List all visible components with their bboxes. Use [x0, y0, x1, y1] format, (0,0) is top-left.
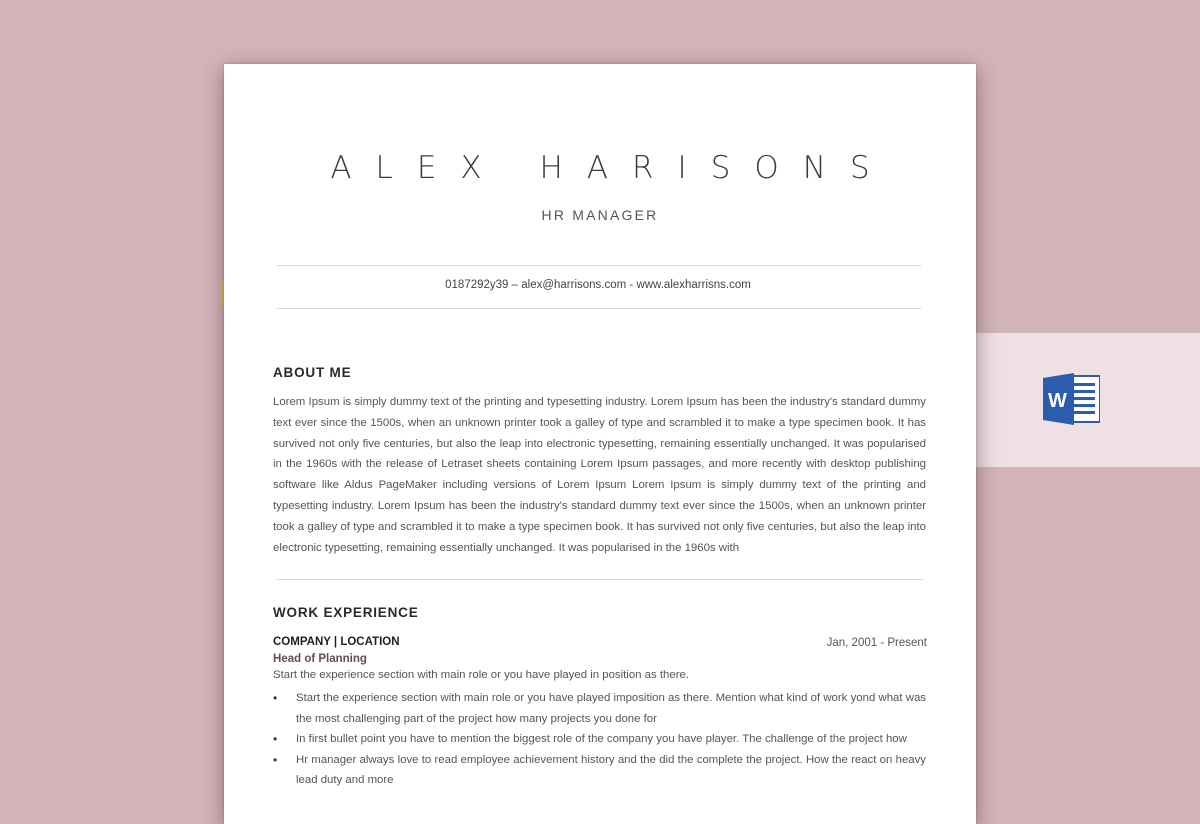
bullet-dot: • [273, 752, 278, 767]
about-text: Lorem Ipsum is simply dummy text of the printing and typesetting industry. Lorem Ipsum has been the industry's standard dummy text ever since the 1500s, when an unknown printer took a galley of type and scrambled it to make a type specimen book. It has survived not only five centuries, but also the leap into electronic typesetting, remaining essentially unchanged. It was popularised in the 1960s with the release of Letraset sheets containing Lorem Ipsum passages, and more recently with desktop publishing software like Aldus PageMaker including versions of Lorem Ipsum Lorem Ipsum is simply dummy text of the printing and typesetting industry. Lorem Ipsum has been the industry's standard dummy text ever since the 1500s, when an unknown printer took a galley of type and scrambled it to make a type specimen book. It has survived not only five centuries, but also the leap into electronic typesetting, remaining essentially unchanged. It was popularised in the 1960s with [273, 396, 926, 554]
about-heading: ABOUT ME [273, 365, 352, 380]
job-title: Head of Planning [273, 653, 367, 665]
job-bullet [273, 750, 926, 791]
job-company: COMPANY | LOCATION [273, 636, 400, 648]
job-bullet [273, 729, 926, 750]
resume-name: ALEX HARISONS [330, 150, 894, 186]
bullet-dot: • [273, 691, 278, 705]
bullet-dot: • [273, 732, 278, 746]
job-bullet-text: Start the experience section with main role or you have played imposition as there. Mention what kind of work yond what was the most challenging part of the project how many projects you done for [296, 692, 926, 725]
microsoft-word-icon [1043, 373, 1100, 425]
contact-top-divider [276, 265, 921, 266]
contact-line: 0187292y39 – alex@harrisons.com - www.alexharrisns.com [445, 279, 751, 291]
work-heading: WORK EXPERIENCE [273, 605, 419, 620]
job-bullet-list [273, 688, 926, 791]
about-divider [276, 579, 923, 580]
resume-role: HR MANAGER [541, 207, 659, 223]
job-intro: Start the experience section with main role or you have played in position as there. [273, 669, 689, 681]
contact-bottom-divider [276, 308, 921, 309]
resume-page [224, 64, 976, 824]
svg-text:W: W [1048, 390, 1067, 412]
job-dates: Jan, 2001 - Present [826, 637, 927, 649]
job-bullet-text: In first bullet point you have to mention the biggest role of the company you have player. The challenge of the project how [296, 733, 907, 745]
job-bullet-text: Hr manager always love to read employee achievement history and the did the complete the project. How the react on heavy lead duty and more [296, 753, 926, 786]
job-bullet [273, 688, 926, 729]
